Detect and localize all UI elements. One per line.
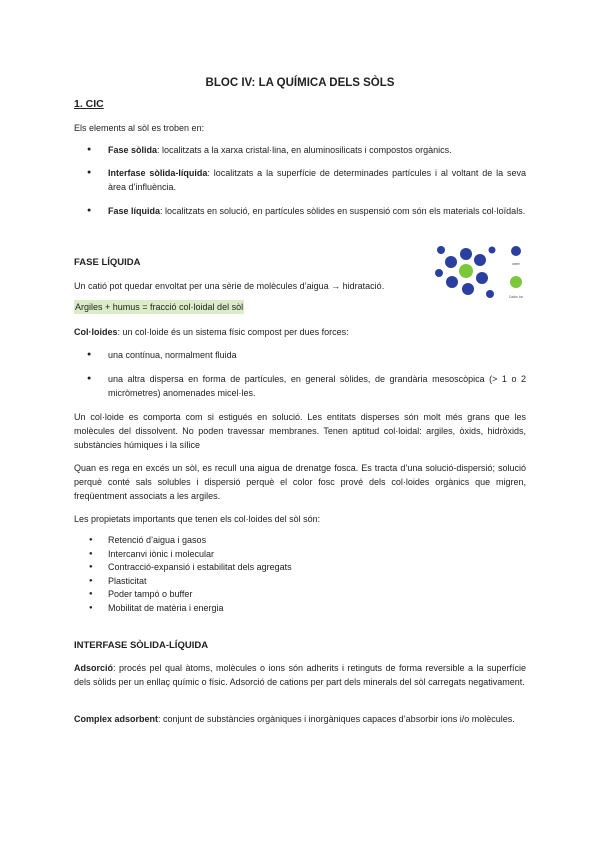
properties-list [108, 534, 292, 615]
water-molecule-icon [460, 248, 472, 260]
page-title: BLOC IV: LA QUÍMICA DELS SÒLS [205, 77, 395, 89]
water-molecule-icon [435, 269, 443, 277]
water-molecule-icon [462, 283, 474, 295]
adsorcio-paragraph [74, 661, 526, 689]
intro-text: Els elements al sòl es troben en: [74, 123, 205, 133]
bullet-fase-solida [108, 143, 526, 157]
water-molecule-icon [446, 276, 458, 288]
bullet-text: : localitzats a la xarxa cristal·lina, en aluminosilicats i compostos orgànics. [157, 145, 452, 155]
list-item: ● Mobilitat de matèria i energia [108, 602, 292, 616]
water-molecule-icon [476, 272, 488, 284]
highlighted-formula: Argiles + humus = fracció col·loidal del sòl [75, 302, 244, 312]
section-heading-cic: 1. CIC [74, 98, 104, 110]
water-molecule-icon [437, 246, 445, 254]
cation-legend-label: Cation ion [508, 295, 524, 299]
colloid-text: : un col·loide és un sistema físic compost per dues forces: [117, 327, 349, 337]
heading-fase-liquida: FASE LÍQUIDA [74, 257, 141, 268]
water-legend-icon [511, 246, 521, 256]
water-molecule-icon [474, 254, 486, 266]
bullet-interfase [108, 166, 526, 194]
water-legend-label: water [512, 262, 520, 266]
water-molecules-left [435, 246, 496, 298]
cation-legend-icon [510, 276, 522, 288]
list-item: ● Intercanvi iònic i molecular [108, 548, 292, 562]
bullet-fase-liquida [108, 204, 526, 218]
list-item: ● Retenció d’aigua i gasos [108, 534, 292, 548]
cation-icon [459, 264, 473, 278]
colloid-bullet-1: ● una contínua, normalment fluida [108, 348, 526, 362]
drainage-paragraph: Quan es rega en excés un sòl, es recull una aigua de drenatge fosca. Es tracta d’una solució-dispersió; solució perquè conté sals solubles i dispersió perquè el color fosc prové dels col·loides orgànics que migren, freqüentment associats a les argiles. [74, 463, 526, 501]
hydration-text: Un catió pot quedar envoltat per una sèrie de molècules d’aigua → hidratació. [74, 281, 385, 291]
water-molecule-icon [489, 247, 496, 254]
water-molecule-icon [445, 256, 457, 268]
list-item: ● Poder tampó o buffer [108, 588, 292, 602]
list-item: ● Contracció-expansió i estabilitat dels agregats [108, 561, 292, 575]
bullet-term: Fase líquida [108, 206, 161, 216]
water-molecule-icon [486, 290, 494, 298]
complex-text: : conjunt de substàncies orgàniques i inorgàniques capaces d’absorbir ions i/o molècules. [158, 714, 515, 724]
properties-intro: Les propietats importants que tenen els col·loides del sòl són: [74, 514, 321, 524]
bullet-term: Interfase sòlida-líquida [108, 168, 208, 178]
bullet-term: Fase sòlida [108, 145, 158, 155]
adsorcio-text: : procés pel qual àtoms, molècules o ions són adherits i retinguts de forma reversible a la superfície dels sòlids per un enllaç químic o físic. Adsorció de cations per part dels minerals del sòl carregats negativament. [74, 663, 526, 687]
complex-term: Complex adsorbent [74, 714, 159, 724]
complex-paragraph [74, 712, 526, 726]
bullet-text: : localitzats en solució, en partícules sòlides en suspensió com són els materials col·loïdals. [160, 206, 526, 216]
heading-interfase: INTERFASE SÒLIDA-LÍQUIDA [74, 640, 209, 651]
colloid-paragraph: Un col·loide es comporta com si estigués en solució. Les entitats disperses són molt més grans que les molècules del dissolvent. No poden travessar membranes. Tenen aptitud col·loidal: argiles, òxids, hidròxids, substàncies húmiques i la sílice [74, 412, 526, 450]
hydration-diagram [432, 240, 532, 304]
colloid-definition [74, 325, 526, 339]
colloid-term: Col·loides [74, 327, 118, 337]
colloid-bullet-2: ● una altra dispersa en forma de partícules, en general sòlides, de grandària mesoscòpica (> 1 o 2 micròmetres) anomenades micel·les. [108, 372, 526, 400]
adsorcio-term: Adsorció [74, 663, 114, 673]
bullet-text: : localitzats a la superfície de determinades partícules i al voltant de la seva àrea d’influència. [108, 168, 526, 192]
list-item: ● Plasticitat [108, 575, 292, 589]
